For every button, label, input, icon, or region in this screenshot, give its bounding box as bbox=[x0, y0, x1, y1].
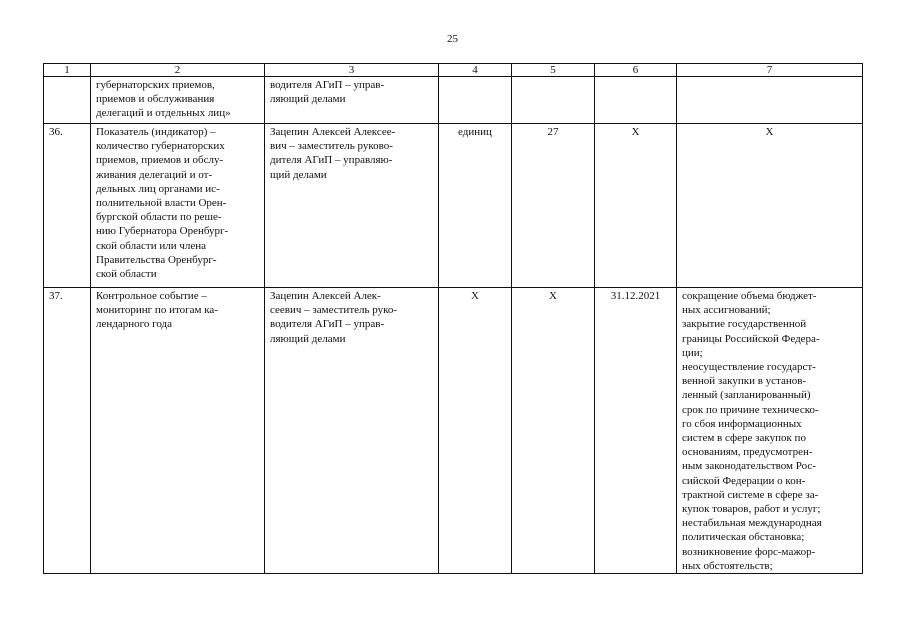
cell-line: ным законодательством Рос- bbox=[682, 460, 816, 473]
column-number: 4 bbox=[439, 64, 512, 77]
date-cell: Х bbox=[595, 124, 677, 288]
cell-line: водителя АГиП – управ- bbox=[270, 318, 385, 331]
risks-cell bbox=[677, 77, 863, 124]
unit-cell bbox=[439, 77, 512, 124]
cell-line: ных ассигнований; bbox=[682, 304, 771, 317]
value-cell: Х bbox=[512, 288, 595, 574]
column-number: 2 bbox=[91, 64, 265, 77]
table-row bbox=[44, 77, 863, 124]
indicator-name-cell bbox=[91, 124, 265, 288]
cell-line: живания делегаций и от- bbox=[96, 168, 213, 181]
cell-line: основаниям, предусмотрен- bbox=[682, 446, 813, 459]
cell-line: купок товаров, работ и услуг; bbox=[682, 503, 821, 516]
cell-line: ской области или члена bbox=[96, 239, 207, 252]
plan-table bbox=[43, 63, 863, 574]
cell-line: закрытие государственной bbox=[682, 318, 807, 331]
cell-line: ской области bbox=[96, 268, 157, 281]
unit-cell: единиц bbox=[439, 124, 512, 288]
cell-line: срок по причине техническо- bbox=[682, 403, 819, 416]
cell-line: политическая обстановка; bbox=[682, 531, 805, 544]
column-number: 6 bbox=[595, 64, 677, 77]
cell-line: ных обстоятельств; bbox=[682, 559, 773, 572]
cell-line: возникновение форс-мажор- bbox=[682, 545, 816, 558]
cell-line: вич – заместитель руково- bbox=[270, 140, 393, 153]
cell-line: приемов и обслуживания bbox=[96, 93, 215, 106]
cell-line: Х bbox=[765, 126, 774, 138]
row-number-cell bbox=[44, 77, 91, 124]
table-row bbox=[44, 288, 863, 574]
cell-line: ляющий делами bbox=[270, 93, 346, 106]
column-number: 1 bbox=[44, 64, 91, 77]
cell-line: сокращение объема бюджет- bbox=[682, 290, 817, 302]
cell-line: го сбоя информационных bbox=[682, 417, 802, 430]
cell-line: неосуществление государст- bbox=[682, 361, 816, 374]
cell-line: сеевич – заместитель руко- bbox=[270, 304, 398, 317]
cell-line: Зацепин Алексей Алек- bbox=[270, 290, 381, 302]
cell-line: нию Губернатора Оренбург- bbox=[96, 225, 229, 238]
column-number: 7 bbox=[677, 64, 863, 77]
column-number-row bbox=[44, 64, 863, 77]
responsible-person-cell bbox=[265, 288, 439, 574]
responsible-person-cell bbox=[265, 77, 439, 124]
row-number-cell: 37. bbox=[44, 288, 91, 574]
cell-line: Зацепин Алексей Алексее- bbox=[270, 126, 396, 138]
cell-line: венной закупки в установ- bbox=[682, 375, 807, 388]
column-number: 3 bbox=[265, 64, 439, 77]
cell-line: сийской Федерации о кон- bbox=[682, 474, 806, 487]
cell-line: щий делами bbox=[270, 168, 327, 181]
cell-line: границы Российской Федера- bbox=[682, 332, 820, 345]
cell-line: ляющий делами bbox=[270, 332, 346, 345]
cell-line: делегаций и отдельных лиц» bbox=[96, 107, 231, 120]
cell-line: лендарного года bbox=[96, 318, 173, 331]
cell-line: нестабильная международная bbox=[682, 517, 822, 530]
cell-line: ции; bbox=[682, 346, 703, 359]
indicator-name-cell bbox=[91, 288, 265, 574]
cell-line: Правительства Оренбург- bbox=[96, 253, 217, 266]
value-cell bbox=[512, 77, 595, 124]
cell-line: полнительной власти Орен- bbox=[96, 197, 227, 210]
risks-cell bbox=[677, 124, 863, 288]
cell-line: бургской области по реше- bbox=[96, 211, 222, 224]
unit-cell: Х bbox=[439, 288, 512, 574]
cell-line: дельных лиц органами ис- bbox=[96, 182, 220, 195]
value-cell: 27 bbox=[512, 124, 595, 288]
date-cell: 31.12.2021 bbox=[595, 288, 677, 574]
table-row bbox=[44, 124, 863, 288]
cell-line: трактной системе в сфере за- bbox=[682, 488, 819, 501]
cell-line: количество губернаторских bbox=[96, 140, 225, 153]
date-cell bbox=[595, 77, 677, 124]
responsible-person-cell bbox=[265, 124, 439, 288]
cell-line: ленный (запланированный) bbox=[682, 389, 811, 402]
page-number: 25 bbox=[447, 33, 458, 45]
risks-cell bbox=[677, 288, 863, 574]
row-number-cell: 36. bbox=[44, 124, 91, 288]
cell-line: водителя АГиП – управ- bbox=[270, 79, 385, 91]
cell-line: дителя АГиП – управляю- bbox=[270, 154, 393, 167]
cell-line: губернаторских приемов, bbox=[96, 79, 215, 91]
cell-line: систем в сфере закупок по bbox=[682, 432, 806, 445]
cell-line: Показатель (индикатор) – bbox=[96, 126, 216, 138]
cell-line: приемов, приемов и обслу- bbox=[96, 154, 224, 167]
cell-line: мониторинг по итогам ка- bbox=[96, 304, 218, 317]
column-number: 5 bbox=[512, 64, 595, 77]
cell-line: Контрольное событие – bbox=[96, 290, 207, 302]
indicator-name-cell bbox=[91, 77, 265, 124]
